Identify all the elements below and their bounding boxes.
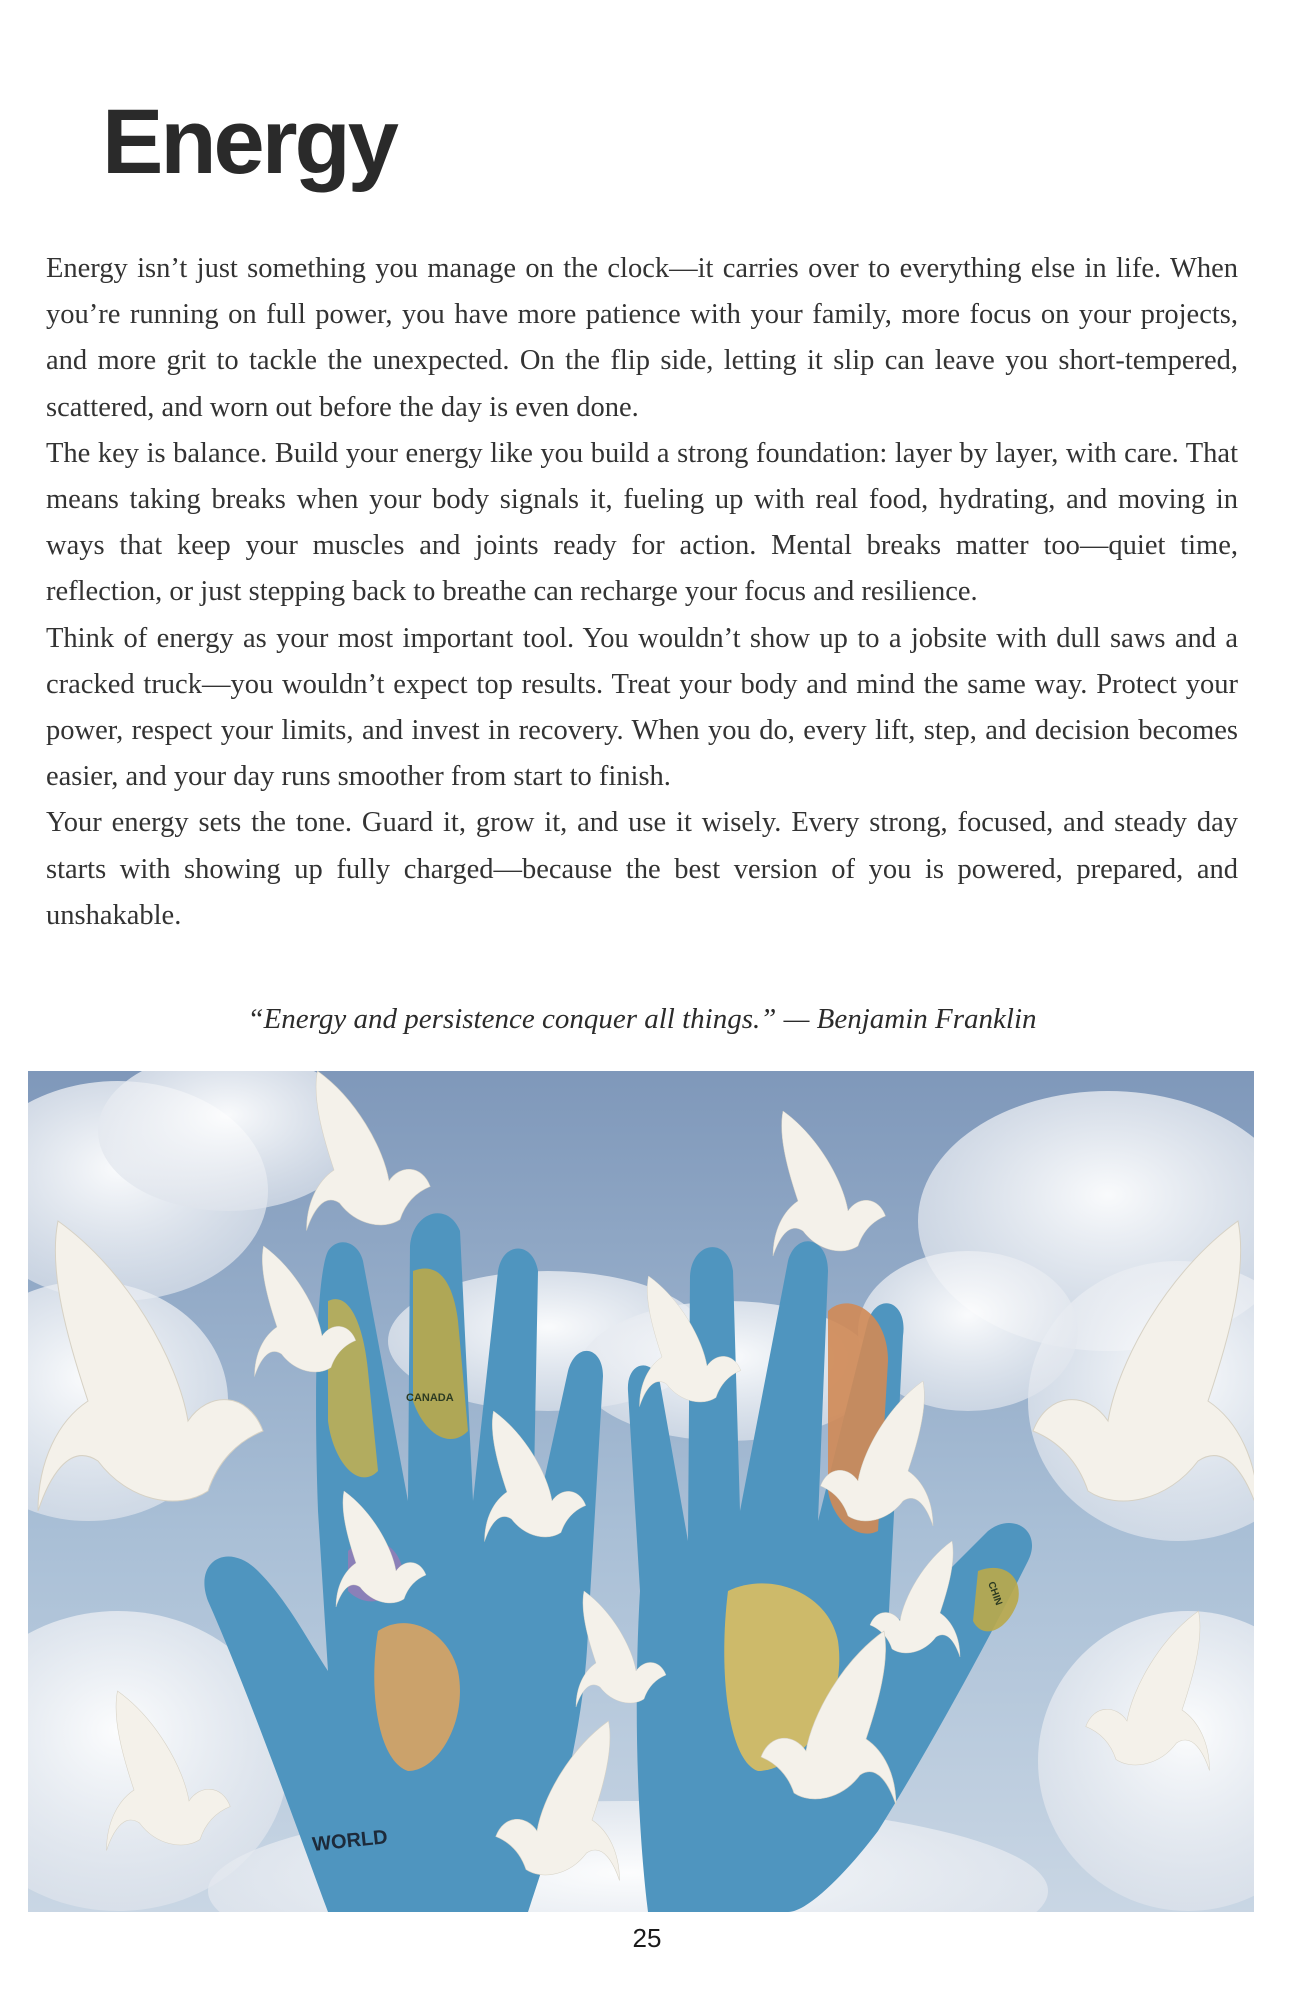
quote: “Energy and persistence conquer all things.” — Benjamin Franklin	[247, 1003, 1037, 1035]
paragraph: Energy isn’t just something you manage on the clock—it carries over to everything else in life. When you’re running on full power, you have more patience with your family, more focus on your projects, and more grit to tackle the unexpected. On the flip side, letting it slip can leave you short-tempered, scattered, and worn out before the day is even done.	[46, 253, 1238, 423]
body-text	[46, 246, 1238, 939]
world-hands-illustration	[28, 1071, 1254, 1912]
canada-label: CANADA	[406, 1392, 454, 1404]
page-number: 25	[632, 1923, 662, 1953]
paragraph: Your energy sets the tone. Guard it, grow it, and use it wisely. Every strong, focused, and steady day starts with showing up fully charged—because the best version of you is powered, prepared, and unshakable.	[46, 807, 1238, 931]
china-label: CHIN	[985, 1580, 1004, 1608]
paragraph: Think of energy as your most important tool. You wouldn’t show up to a jobsite with dull saws and a cracked truck—you wouldn’t expect top results. Treat your body and mind the same way. Protect your power, respect your limits, and invest in recovery. When you do, every lift, step, and decision becomes easier, and your day runs smoother from start to finish.	[46, 622, 1238, 793]
paragraph: The key is balance. Build your energy like you build a strong foundation: layer by layer, with care. That means taking breaks when your body signals it, fueling up with real food, hydrating, and moving in ways that keep your muscles and joints ready for action. Mental breaks matter too—quiet time, reflection, or just stepping back to breathe can recharge your focus and resilience.	[46, 437, 1238, 608]
page-title: Energy	[102, 91, 396, 193]
world-label: WORLD	[311, 1826, 389, 1856]
